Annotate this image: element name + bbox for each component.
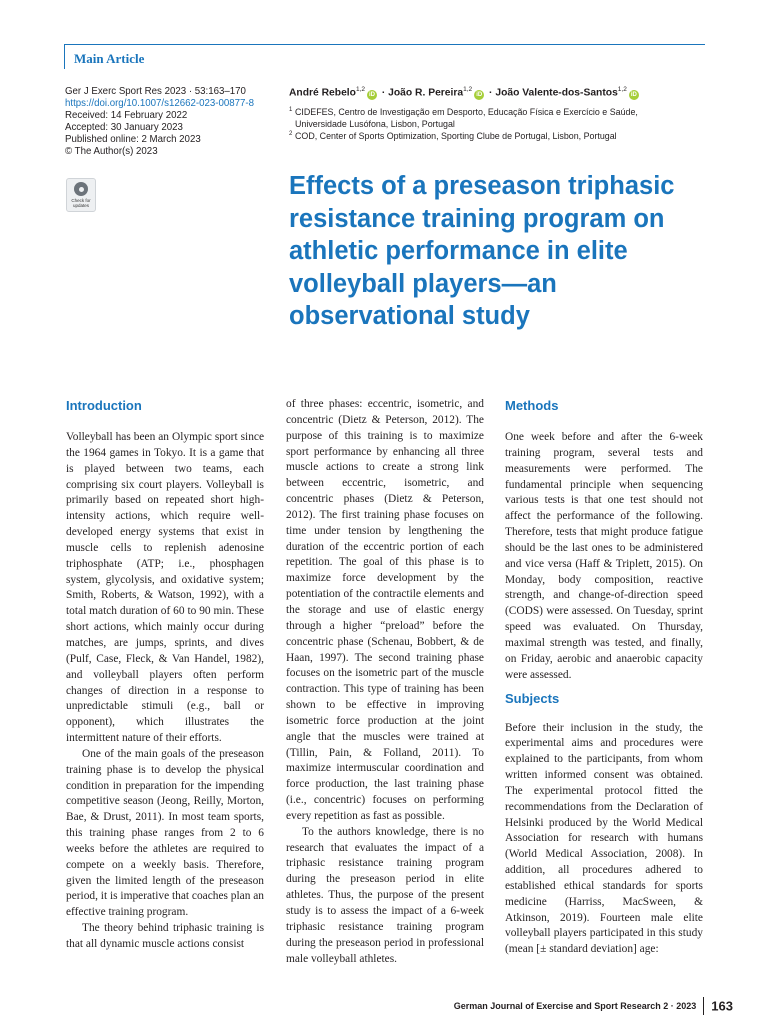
affiliations [289, 106, 689, 142]
received-date: Received: 14 February 2022 [65, 109, 188, 121]
citation: Ger J Exerc Sport Res 2023 · 53:163–170 [65, 86, 246, 97]
subjects-heading: Subjects [505, 690, 560, 706]
author-name: João Valente-dos-Santos [495, 87, 618, 99]
affiliation [289, 130, 689, 142]
methods-heading: Methods [505, 398, 559, 413]
author-affil-sup: 1,2 [355, 86, 365, 93]
article-title: Effects of a preseason triphasic resistance training program on athletic performance in elite volleyball players—an observational study [289, 172, 675, 330]
article-meta [65, 86, 280, 157]
paragraph: One week before and after the 6-week training program, several tests and measurements were performed. The fundamental principle when sequencing various tests is that one test should not affect the performance of the following. Therefore, tests that might produce fatigue should be the last ones to be administered and vice versa (Haff & Triplett, 2015). On Monday, body composition, reactive strength, and change-of-direction speed (CODS) were assessed. On Tuesday, sprint speed was evaluated. On Thursday, maximal strength was tested, and finally, on Friday, aerobic and anaerobic capacity were assessed. [505, 431, 703, 681]
check-for-updates-label: Check for updates [71, 198, 91, 208]
paragraph: of three phases: eccentric, isometric, and concentric (Dietz & Peterson, 2012). The purpose of this training is to maximize sport performance by enhancing all three muscle actions to create a strong link between eccentric, isometric, and concentric phases (Dietz & Peterson, 2012). The first training phase focuses on time under tension by lengthening the duration of the eccentric portion of each repetition. The goal of this phase is to maximize force development by the potentiation of the contractile elements and the storage and use of elastic energy through a higher “preload” before the concentric phase (Schenau, Bobbert, & de Haan, 1997). The second training phase focuses on the isometric part of the muscle contraction. This type of training has been shown to be effective in improving isometric force production at the joint angle that the muscles were trained at (Tillin, Pain, & Folland, 2011). To maximize intermuscular coordination and force production, the last training phase (i.e., concentric) focuses on performing every repetition as fast as possible. [286, 398, 484, 822]
paragraph: The theory behind triphasic training is that all dynamic muscle actions consist [66, 922, 264, 950]
text-column-1 [66, 397, 264, 953]
text-column-3 [505, 397, 703, 958]
paragraph: To the authors knowledge, there is no research that evaluates the impact of a triphasic resistance training program during the preseason period in elite athletes. Thus, the purpose of the present study is to assess the impact of a 6-week triphasic resistance training program during the preseason period in professional male volleyball athletes. [286, 825, 484, 965]
affiliation-number: 1 [289, 107, 293, 113]
orcid-icon[interactable]: iD [369, 92, 375, 99]
doi-link[interactable]: https://doi.org/10.1007/s12662-023-00877-8 [65, 97, 255, 109]
footer-journal: German Journal of Exercise and Sport Research 2 · 2023 [453, 1001, 697, 1011]
page-footer [454, 997, 733, 1015]
author-affil-sup: 1,2 [463, 86, 473, 93]
orcid-icon[interactable]: iD [476, 92, 483, 99]
affiliation [289, 106, 689, 130]
author-list: André Rebelo$^{1,2}$iD · João R. Pereira$^{1,2}$iD · João Valente-dos-Santos$^{1,2}$iD [289, 86, 637, 99]
affiliation-text: CIDEFES, Centro de Investigação em Desporto, Educação Física e Exercício e Saúde, Universidade Lusófona, Lisbon, Portugal [295, 107, 638, 129]
introduction-heading: Introduction [66, 398, 142, 413]
section-label-bar [64, 44, 705, 69]
page-number: 163 [711, 998, 733, 1014]
affiliation-number: 2 [289, 131, 293, 137]
author-name: André Rebelo [289, 87, 356, 99]
author-affil-sup: 1,2 [617, 86, 627, 93]
published-date: Published online: 2 March 2023 [65, 133, 201, 145]
paragraph: One of the main goals of the preseason training phase is to develop the physical condition in preparation for the impending competitive season (Jeong, Reilly, Morton, Bae, & Drust, 2011). In most team sports, this training phase ranges from 2 to 6 weeks before the athletes are required to compete on a weekly basis. Therefore, given the limited length of the preseason period, it is imperative that coaches plan an effective training program. [66, 747, 265, 919]
copyright: © The Author(s) 2023 [65, 145, 158, 157]
affiliation-text: COD, Center of Sports Optimization, Sporting Clube de Portugal, Lisbon, Portugal [295, 131, 617, 141]
section-label: Main Article [74, 51, 145, 66]
check-for-updates-icon[interactable] [66, 178, 96, 212]
text-column-2 [286, 397, 484, 967]
accepted-date: Accepted: 30 January 2023 [65, 121, 183, 133]
footer-divider [703, 997, 704, 1015]
orcid-icon[interactable]: iD [630, 92, 637, 99]
paragraph: Volleyball has been an Olympic sport since the 1964 games in Tokyo. It is a game that is played between two teams, each comprising six court players. Volleyball is primarily based on repeated short high-intensity actions, which require well-developed energy systems that exist in muscle cells to replenish adenosine triphosphate (ATP; i.e., phosphagen system, glycolysis, and oxidative system; Smith, Roberts, & Watson, 1992), with a total match duration of 60 to 90 min. These short actions, which mainly occur during matches, are jumps, sprints, and dives (Pulf, Case, Fleck, & Van Handel, 1982), and volleyball players often perform changes of direction in a response to unpredictable stimuli (e.g., ball or opponent), which illustrates the intermittent nature of their efforts. [66, 431, 264, 745]
author-name: João R. Pereira [388, 87, 464, 99]
paragraph: Before their inclusion in the study, the experimental aims and procedures were explained to the participants, from whom written informed consent was obtained. The experimental protocol fitted the recommendations from the Declaration of Helsinki produced by the World Medical Association for research with humans (World Medical Association, 2008). In addition, all procedures adhered to established ethical standards for sports medicine (Harriss, MacSween, & Atkinson, 2019). Fourteen male elite volleyball players participated in this study (mean [± standard deviation] age: [505, 721, 703, 956]
